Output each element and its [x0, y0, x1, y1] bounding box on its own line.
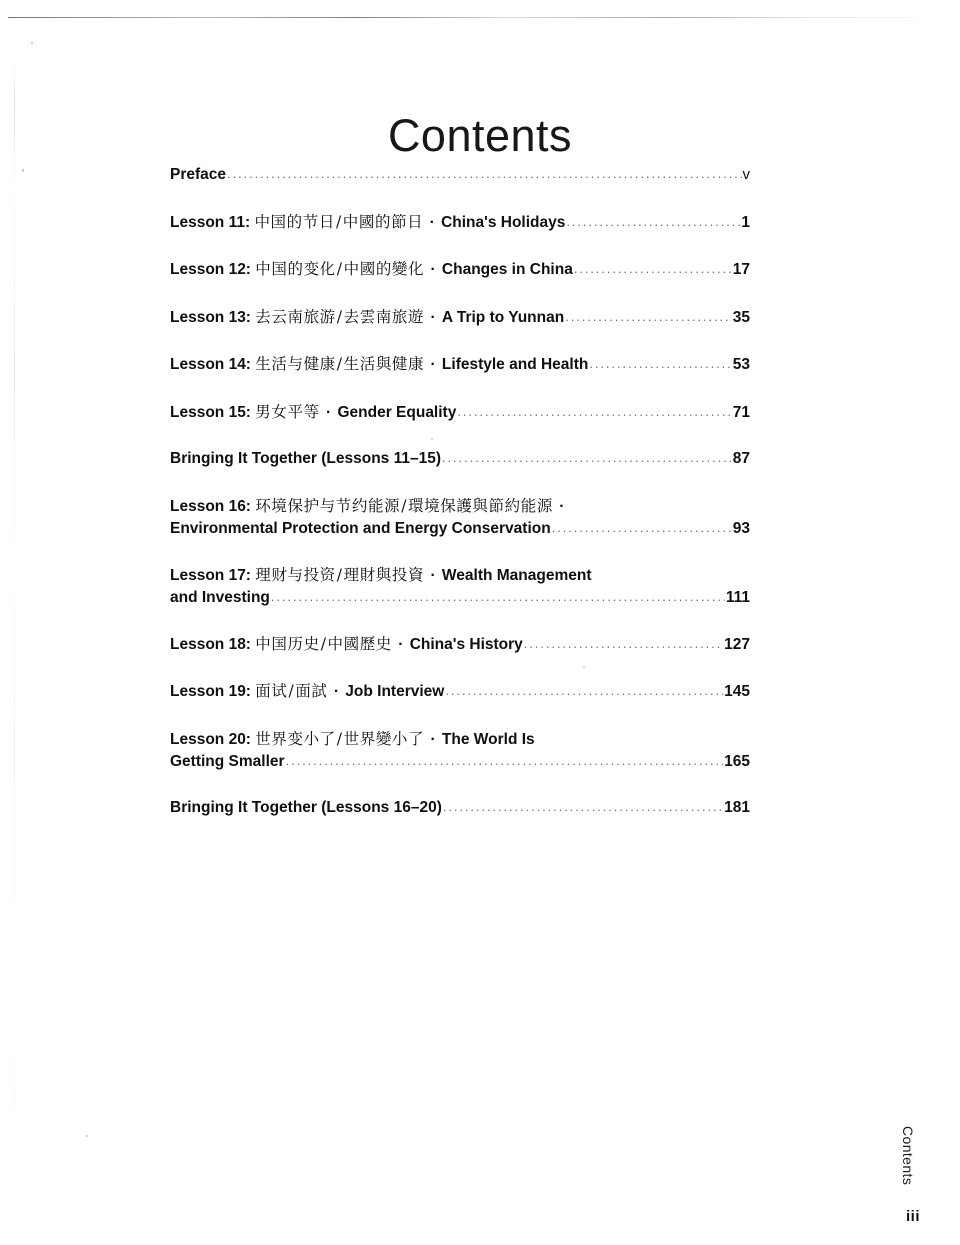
dot-leader — [227, 163, 741, 185]
toc-lesson-number: Lesson 17: — [170, 566, 256, 584]
toc-title-simplified: 面试 — [255, 682, 288, 700]
toc-title-english: China's History — [409, 635, 523, 653]
toc-entry[interactable] — [170, 564, 750, 609]
toc-title-simplified: 环境保护与节约能源 — [255, 496, 401, 515]
toc-lesson-number: Lesson 18: — [170, 635, 256, 653]
toc-entry-text — [170, 309, 564, 326]
toc-title-traditional: 環境保護與節約能源 — [408, 496, 553, 515]
toc-script-separator: / — [288, 682, 295, 700]
toc-lesson-number: Lesson 20: — [170, 730, 256, 748]
scan-speck — [31, 42, 33, 44]
toc-page-number: 17 — [732, 261, 750, 278]
toc-title-traditional: 中國的節日 — [342, 212, 424, 231]
toc-title-traditional: 理財與投資 — [343, 565, 425, 584]
toc-script-separator: / — [336, 260, 343, 278]
toc-entry-line — [170, 306, 750, 329]
dot-leader — [286, 750, 724, 772]
toc-title-traditional: 中國的變化 — [343, 260, 425, 278]
toc-entry-text — [170, 261, 573, 278]
dot-leader — [442, 447, 732, 469]
toc-page-number: 53 — [732, 356, 750, 373]
toc-middot-separator: · — [393, 635, 408, 653]
toc-title-simplified: 世界变小了 — [255, 729, 336, 748]
toc-title-english: Wealth Management — [441, 566, 592, 584]
toc-page-number: 1 — [741, 213, 750, 231]
toc-entry-line — [170, 211, 750, 234]
toc-entry-text — [170, 450, 441, 467]
toc-entry[interactable] — [170, 495, 750, 540]
toc-title-english: The World Is — [441, 730, 535, 748]
toc-title-english: Bringing It Together (Lessons 11–15) — [170, 450, 442, 467]
toc-entry-line — [170, 353, 750, 376]
toc-lesson-number: Lesson 12: — [170, 261, 256, 278]
toc-entry[interactable] — [170, 306, 750, 329]
toc-middot-separator: · — [426, 261, 440, 278]
toc-middot-separator: · — [425, 213, 440, 231]
toc-entry-text — [170, 683, 444, 700]
toc-script-separator: / — [336, 729, 343, 748]
toc-entry-line — [170, 258, 750, 281]
dot-leader — [565, 306, 732, 328]
scan-edge-left — [14, 60, 15, 1110]
toc-script-separator: / — [320, 634, 327, 653]
toc-entry-line — [170, 633, 750, 656]
toc-page-number: 35 — [732, 308, 750, 326]
toc-title-traditional: 中國歷史 — [327, 634, 392, 653]
toc-entry[interactable] — [170, 211, 750, 234]
toc-script-separator: / — [335, 212, 342, 231]
toc-script-separator: / — [336, 355, 343, 373]
toc-title-simplified: 去云南旅游 — [255, 307, 336, 326]
toc-title-english: Lifestyle and Health — [441, 356, 589, 373]
toc-title-simplified: 中国的变化 — [255, 260, 336, 278]
toc-lesson-number: Lesson 19: — [170, 683, 256, 700]
toc-middot-separator: · — [426, 308, 440, 326]
toc-title-english: China's Holidays — [441, 213, 566, 231]
table-of-contents — [170, 164, 750, 843]
toc-entry[interactable] — [170, 633, 750, 656]
toc-title-traditional: 面試 — [295, 682, 328, 700]
toc-lesson-number: Lesson 16: — [170, 497, 256, 515]
dot-leader — [589, 353, 731, 375]
toc-title-continued: and Investing — [170, 588, 270, 606]
dot-leader — [271, 586, 725, 608]
toc-page-number: 181 — [724, 798, 750, 816]
toc-entry-text — [170, 498, 566, 515]
toc-entry-text — [170, 166, 226, 183]
toc-title-continued: Environmental Protection and Energy Conservation — [170, 519, 551, 537]
toc-title-english: Bringing It Together (Lessons 16–20) — [170, 798, 442, 816]
toc-entry-line — [170, 164, 750, 186]
toc-middot-separator: · — [426, 566, 440, 584]
toc-entry[interactable] — [170, 258, 750, 281]
toc-lesson-number: Lesson 13: — [170, 308, 256, 326]
toc-entry-line — [170, 448, 750, 470]
dot-leader — [574, 258, 732, 280]
scan-edge-top — [8, 17, 920, 18]
toc-entry-line — [170, 401, 750, 424]
page-title: Contents — [387, 110, 573, 162]
toc-entry-text — [170, 636, 523, 653]
toc-title-english: A Trip to Yunnan — [441, 308, 565, 326]
toc-title-english: Changes in China — [441, 261, 573, 278]
dot-leader — [566, 211, 740, 233]
toc-middot-separator: · — [329, 683, 344, 700]
toc-entry-line — [170, 518, 750, 540]
toc-page-number: v — [742, 166, 750, 183]
dot-leader — [457, 401, 731, 423]
toc-entry[interactable] — [170, 680, 750, 703]
toc-entry-text — [170, 214, 565, 231]
toc-title-traditional: 生活與健康 — [343, 355, 425, 373]
toc-lesson-number: Lesson 15: — [170, 403, 256, 421]
toc-title-traditional: 世界變小了 — [343, 729, 425, 748]
toc-entry[interactable] — [170, 728, 750, 773]
toc-entry[interactable] — [170, 164, 750, 186]
toc-middot-separator: · — [321, 403, 336, 421]
toc-page-number: 165 — [724, 752, 750, 770]
toc-entry-text — [170, 731, 535, 748]
scan-speck — [86, 1135, 88, 1137]
toc-lesson-number: Lesson 14: — [170, 356, 256, 373]
toc-script-separator: / — [401, 496, 408, 515]
toc-page-number: 111 — [725, 588, 750, 606]
toc-entry[interactable] — [170, 797, 750, 819]
toc-middot-separator: · — [554, 497, 565, 515]
dot-leader — [443, 796, 723, 818]
toc-entry-line — [170, 728, 750, 751]
toc-title-english: Gender Equality — [337, 403, 457, 421]
toc-entry-line — [170, 797, 750, 819]
toc-title-simplified: 理财与投资 — [255, 565, 336, 584]
toc-script-separator: / — [336, 307, 343, 326]
toc-entry-text — [170, 799, 442, 816]
scan-speck — [22, 169, 24, 172]
dot-leader — [524, 633, 723, 655]
toc-page-number: 93 — [732, 519, 750, 537]
toc-entry-text — [170, 567, 592, 584]
toc-title-simplified: 男女平等 — [255, 402, 320, 421]
toc-title-continued: Getting Smaller — [170, 752, 285, 770]
toc-title-english: Preface — [170, 166, 227, 183]
toc-middot-separator: · — [426, 356, 440, 373]
toc-page-number: 127 — [724, 635, 750, 653]
dot-leader — [552, 517, 732, 539]
toc-entry-text — [170, 404, 456, 421]
toc-title-simplified: 中国历史 — [255, 634, 320, 653]
toc-entry-line — [170, 495, 750, 518]
toc-title-simplified: 中国的节日 — [254, 212, 335, 231]
dot-leader — [445, 680, 723, 702]
toc-entry[interactable] — [170, 401, 750, 424]
toc-entry-text — [170, 356, 588, 373]
toc-entry-line — [170, 564, 750, 587]
footer-section-label: Contents — [900, 1126, 916, 1186]
toc-title-simplified: 生活与健康 — [255, 355, 336, 373]
toc-entry-line — [170, 587, 750, 609]
page-folio: iii — [905, 1208, 920, 1225]
toc-script-separator: / — [336, 565, 343, 584]
toc-title-english: Job Interview — [345, 683, 445, 700]
toc-title-traditional: 去雲南旅遊 — [343, 307, 425, 326]
toc-lesson-number: Lesson 11: — [170, 213, 255, 231]
toc-middot-separator: · — [426, 730, 440, 748]
toc-entry-line — [170, 751, 750, 773]
toc-page-number: 145 — [724, 683, 750, 700]
toc-page-number: 87 — [732, 450, 750, 467]
toc-entry[interactable] — [170, 353, 750, 376]
toc-entry[interactable] — [170, 448, 750, 470]
toc-entry-line — [170, 680, 750, 703]
toc-page-number: 71 — [732, 403, 750, 421]
